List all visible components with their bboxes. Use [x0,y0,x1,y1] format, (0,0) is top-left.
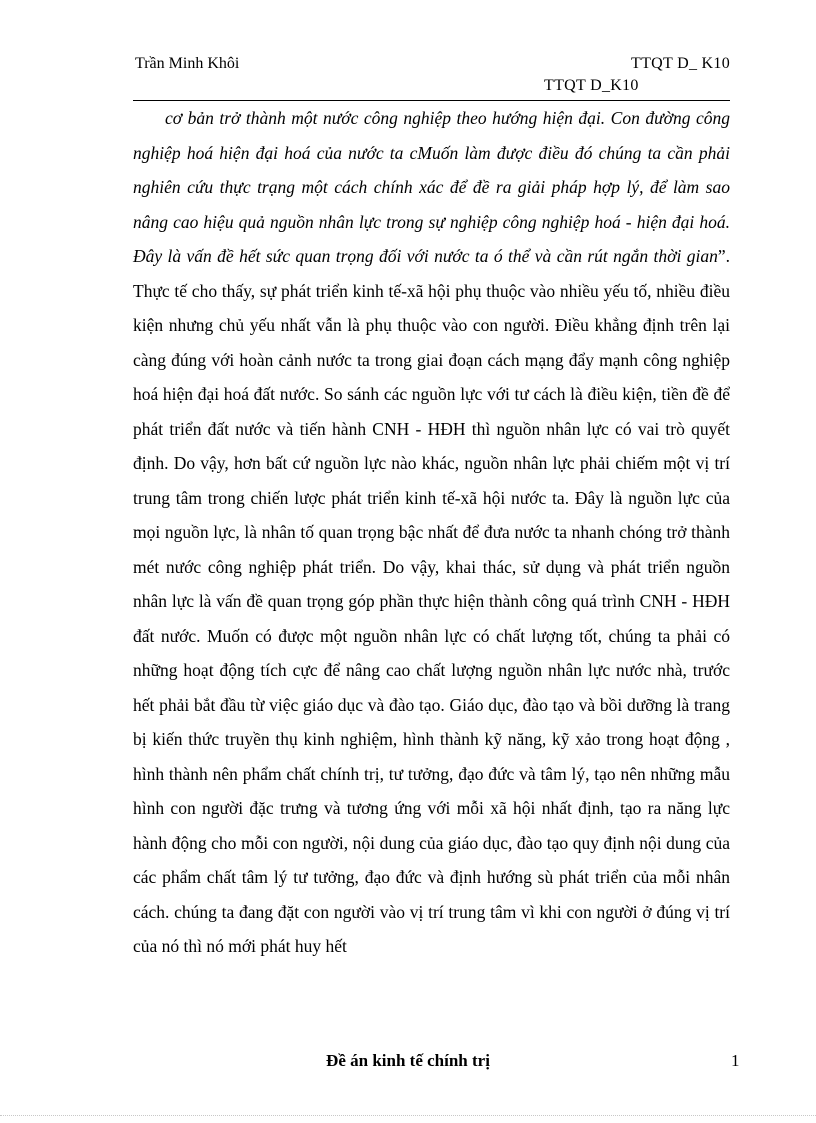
page-bottom-border [0,1115,816,1116]
page-number: 1 [731,1051,740,1070]
italic-quote: cơ bản trở thành một nước công nghiệp theo hướng hiện đại. Con đường công nghiệp hoá hiện đại hoá của nước ta cMuốn làm được điều đó chúng ta cần phải nghiên cứu thực trạng một cách chính xác để đề ra giải pháp hợp lý, để làm sao nâng cao hiệu quả nguồn nhân lực trong sự nghiệp công nghiệp hoá - hiện đại hoá. Đây là vấn đề hết sức quan trọng đối với nước ta ó thể và cần rút ngắn thời gian [133,108,730,266]
body-text [133,101,730,964]
header-author: Trần Minh Khôi [135,55,240,72]
paragraph-text: ”. Thực tế cho thấy, sự phát triển kinh tế-xã hội phụ thuộc vào nhiều yếu tố, nhiều điều kiện nhưng chủ yếu nhất vẫn là phụ thuộc vào con người. Điều khẳng định trên lại càng đúng với hoàn cảnh nước ta trong giai đoạn cách mạng đẩy mạnh công nghiệp hoá hiện đại hoá đất nước. So sánh các nguồn lực với tư cách là điều kiện, tiền đề để phát triển đất nước và tiến hành CNH - HĐH thì nguồn nhân lực có vai trò quyết định. Do vậy, hơn bất cứ nguồn lực nào khác, nguồn nhân lực phải chiếm một vị trí trung tâm trong chiến lược phát triển kinh tế-xã hội nước ta. Đây là nguồn lực của mọi nguồn lực, là nhân tố quan trọng bậc nhất để đưa nước ta nhanh chóng trở thành mét nước công nghiệp phát triển. Do vậy, khai thác, sử dụng và phát triển nguồn nhân lực là vấn đề quan trọng góp phần thực hiện thành công quá trình CNH - HĐH đất nước. Muốn có được một nguồn nhân lực có chất lượng tốt, chúng ta phải có những hoạt động tích cực để nâng cao chất lượng nguồn nhân lực nước nhà, trước hết phải bắt đầu từ việc giáo dục và đào tạo. Giáo dục, đào tạo và bồi dưỡng là trang bị kiến thức truyền thụ kinh nghiệm, hình thành kỹ năng, kỹ xảo trong hoạt động , hình thành nên phẩm chất chính trị, tư tưởng, đạo đức và tâm lý, tạo nên những mẫu hình con người đặc trưng và tương ứng với mỗi xã hội nhất định, tạo ra năng lực hành động cho mỗi con người, nội dung của giáo dục, đào tạo quy định nội dung của các phẩm chất tâm lý tư tưởng, đạo đức và định hướng sù phát triển của mỗi nhân cách. chúng ta đang đặt con người vào vị trí trung tâm vì khi con người ở đúng vị trí của nó thì nó mới phát huy hết [133,246,730,956]
footer-title: Đề án kinh tế chính trị [326,1051,490,1070]
header-class-code: TTQT D_ K10 [631,55,730,72]
body-paragraph [133,101,730,964]
header-class-code-repeat: TTQT D_K10 [544,77,639,94]
